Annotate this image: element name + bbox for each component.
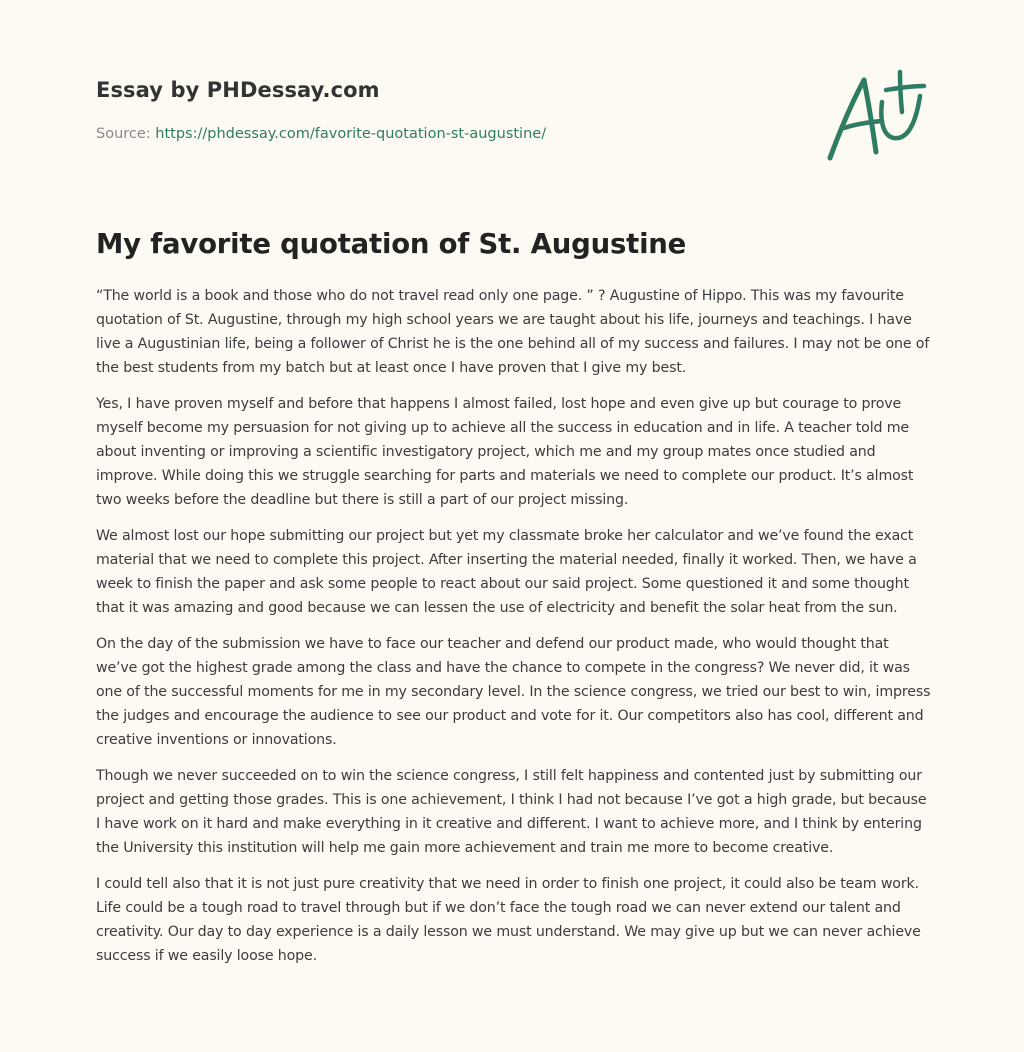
- essay-paragraph: Yes, I have proven myself and before that happens I almost failed, lost hope and even give up but courage to prove myself become my persuasion for not giving up to achieve all the success in education and in life. A teacher told me about inventing or improving a scientific investigatory project, which me and my group mates once studied and improve. While doing this we struggle searching for parts and materials we need to complete our product. It’s almost two weeks before the deadline but there is still a part of our project missing.: [96, 396, 914, 508]
- essay-title: My favorite quotation of St. Augustine: [96, 228, 687, 260]
- source-line: [96, 124, 796, 144]
- essay-paragraph: “The world is a book and those who do not travel read only one page. ” ? Augustine of Hippo. This was my favourite quotation of St. Augustine, through my high school years we are taught about his life, journeys and teachings. I have live a Augustinian life, being a follower of Christ he is the one behind all of my success and failures. I may not be one of the best students from my batch but at least once I have proven that I give my best.: [96, 288, 930, 376]
- source-label: Source:: [96, 126, 156, 142]
- essay-paragraph: Though we never succeeded on to win the science congress, I still felt happiness and contented just by submitting our project and getting those grades. This is one achievement, I think I had not because I’ve got a high grade, but because I have work on it hard and make everything in it creative and different. I want to achieve more, and I think by entering the University this institution will help me gain more achievement and train me more to become creative.: [96, 768, 927, 856]
- a-plus-grade-icon: [820, 66, 930, 166]
- brand-title: Essay by PHDessay.com: [96, 78, 380, 102]
- page-header: [96, 76, 796, 144]
- essay-paragraph: On the day of the submission we have to face our teacher and defend our product made, who would thought that we’ve got the highest grade among the class and have the chance to compete in the congress? We never did, it was one of the successful moments for me in my secondary level. In the science congress, we tried our best to win, impress the judges and encourage the audience to see our product and vote for it. Our competitors also has cool, different and creative inventions or innovations.: [96, 636, 931, 748]
- essay-paragraph: I could tell also that it is not just pure creativity that we need in order to finish one project, it could also be team work. Life could be a tough road to travel through but if we don’t face the tough road we can never extend our talent and creativity. Our day to day experience is a daily lesson we must understand. We may give up but we can never achieve success if we easily loose hope.: [96, 876, 921, 964]
- essay-paragraph: We almost lost our hope submitting our project but yet my classmate broke her calculator and we’ve found the exact material that we need to complete this project. After inserting the material needed, finally it worked. Then, we have a week to finish the paper and ask some people to react about our said project. Some questioned it and some thought that it was amazing and good because we can lessen the use of electricity and benefit the solar heat from the sun.: [96, 528, 917, 616]
- source-link[interactable]: https://phdessay.com/favorite-quotation-st-augustine/: [155, 126, 547, 142]
- essay-body: [96, 284, 932, 980]
